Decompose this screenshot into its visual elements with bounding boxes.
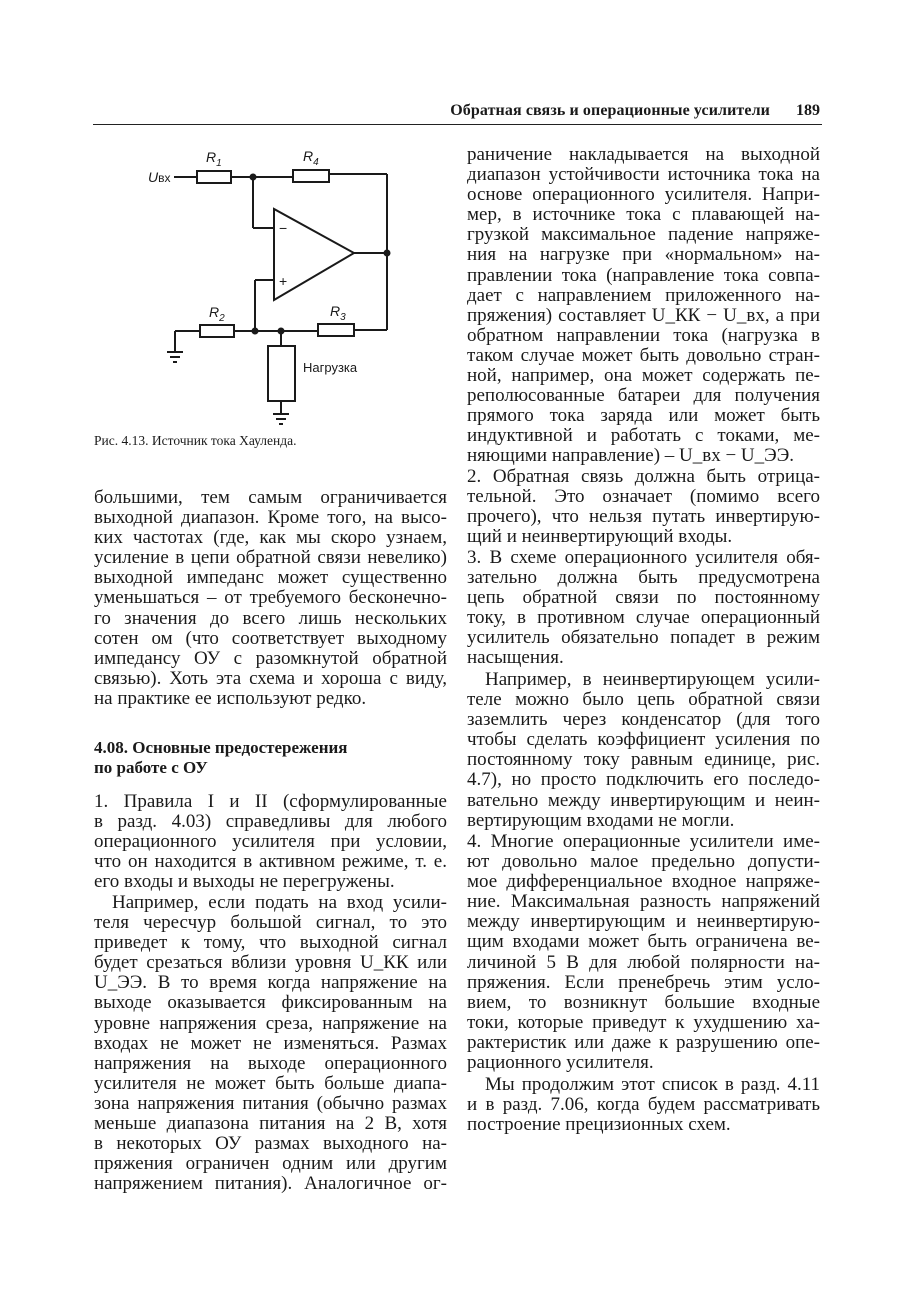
- text-line: вием, то возникнут большие входные: [467, 991, 820, 1013]
- left-paragraph-example: [94, 893, 447, 1194]
- text-line: чтобы сделать коэффициент усиления по: [467, 729, 820, 751]
- running-header: [93, 100, 822, 125]
- text-line: пряжения) составляет U_КК − U_вх, а при: [467, 304, 820, 326]
- text-line: заземлить через конденсатор (для того: [467, 709, 820, 731]
- text-line: вертирующим входами не могли.: [467, 809, 735, 831]
- text-line: 4. Многие операционные усилители име-: [467, 831, 820, 852]
- input-voltage-label: Uвх: [148, 169, 171, 185]
- text-line: в некоторых ОУ размах выходного на-: [94, 1133, 447, 1155]
- text-line: насыщения.: [467, 647, 564, 669]
- running-header-title: Обратная связь и операционные усилители: [450, 102, 770, 119]
- text-line: ние. Максимальная разность напряжений: [467, 891, 820, 913]
- text-line: Мы продолжим этот список в разд. 4.11: [485, 1074, 820, 1095]
- text-line: 3. В схеме операционного усилителя обя-: [467, 547, 820, 568]
- text-line: большими, тем самым ограничивается: [94, 487, 447, 508]
- text-line: обратном направлении тока (нагрузка в: [467, 324, 820, 346]
- text-line: диапазон устойчивости источника тока на: [467, 164, 820, 186]
- r4-label: $R_4$: [303, 148, 319, 168]
- text-line: входах не может не изменяться. Размах: [94, 1032, 447, 1054]
- text-line: связью). Хоть эта схема и хороша с виду,: [94, 667, 447, 689]
- text-line: ния на нагрузке при «нормальном» на-: [467, 244, 820, 266]
- page-number: 189: [796, 102, 820, 119]
- text-line: усилителя не может быть больше диапа-: [94, 1072, 447, 1094]
- text-line: выходной диапазон. Кроме того, на высо-: [94, 507, 447, 529]
- noninverting-sign: +: [279, 273, 288, 289]
- text-line: индуктивной и работать с токами, ме-: [467, 425, 820, 447]
- text-line: его входы и выходы не перегружены.: [94, 871, 395, 893]
- text-line: мер, в источнике тока с плавающей на-: [467, 204, 820, 226]
- right-paragraph-continued: [467, 145, 820, 467]
- text-line: току, в противном случае операционный: [467, 607, 820, 629]
- text-line: реполюсованные батареи для получения: [467, 385, 820, 407]
- r1-label: $R_1$: [206, 149, 222, 169]
- text-line: раничение накладывается на выходной: [467, 144, 820, 165]
- text-line: импедансу ОУ с разомкнутой обратной: [94, 647, 447, 669]
- text-line: напряжением питания). Аналогичное ог-: [94, 1173, 447, 1195]
- list-item-1: [94, 792, 447, 892]
- text-line: приведет к тому, что выходной сигнал: [94, 932, 447, 954]
- text-line: зона напряжения питания (обычно размах: [94, 1092, 447, 1114]
- text-line: щий и неинвертирующий входы.: [467, 526, 733, 548]
- section-heading-line: по работе с ОУ: [94, 758, 208, 777]
- text-line: меньше диапазона питания на 2 В, хотя: [94, 1113, 447, 1135]
- list-item-3: [467, 548, 820, 669]
- text-line: теля чересчур большой сигнал, то это: [94, 912, 447, 934]
- text-line: няющими направление) – U_вх − U_ЭЭ.: [467, 445, 794, 467]
- text-line: мое дифференциальное входное напряже-: [467, 871, 820, 893]
- text-line: теле можно было цепь обратной связи: [467, 689, 820, 711]
- text-line: операционного усилителя при условии,: [94, 831, 447, 853]
- text-line: выходе оказывается фиксированным на: [94, 992, 447, 1014]
- text-line: выходной импеданс может существенно: [94, 567, 447, 589]
- text-line: щим входами может быть ограничена ве-: [467, 931, 820, 953]
- text-line: будет срезаться вблизи уровня U_КК или: [94, 952, 447, 974]
- figure-caption: Рис. 4.13. Источник тока Хауленда.: [94, 433, 297, 448]
- text-line: уменьшаться – от требуемого бесконечно-: [94, 587, 447, 609]
- text-line: в разд. 4.03) справедливы для любого: [94, 811, 447, 833]
- text-line: рактеристик или даже к разрушению опе-: [467, 1031, 820, 1053]
- howland-circuit-figure: [140, 140, 400, 430]
- text-line: правлении тока (направление тока совпа-: [467, 264, 820, 286]
- text-line: прямого тока заряда или может быть: [467, 405, 820, 427]
- text-line: построение прецизионных схем.: [467, 1114, 731, 1136]
- text-line: Например, если подать на вход усили-: [112, 892, 447, 913]
- text-line: дает с направлением приложенного на-: [467, 284, 820, 306]
- text-line: 4.7), но просто подключить его последо-: [467, 769, 820, 791]
- list-item-4: [467, 832, 820, 1073]
- text-line: основе операционного усилителя. Напри-: [467, 184, 820, 206]
- text-line: усилитель обязательно попадет в режим: [467, 627, 820, 649]
- r3-label: $R_3$: [330, 303, 346, 323]
- list-item-2: [467, 467, 820, 547]
- text-line: между инвертирующим и неинвертирую-: [467, 911, 820, 933]
- circuit-diagram-icon: [140, 140, 400, 430]
- text-line: таком случае может быть довольно стран-: [467, 344, 820, 366]
- load-label: Нагрузка: [303, 360, 358, 375]
- text-line: го значения до всего лишь нескольких: [94, 607, 447, 629]
- text-line: вательно между инвертирующим и неин-: [467, 789, 820, 811]
- text-line: зательно должна быть предусмотрена: [467, 567, 820, 589]
- text-line: ких частотах (где, как мы скоро узнаем,: [94, 527, 447, 549]
- text-line: усиление в цепи обратной связи невелико): [94, 547, 447, 569]
- text-line: и в разд. 7.06, когда будем рассматривать: [467, 1094, 820, 1116]
- section-heading: [94, 738, 347, 778]
- inverting-sign: −: [279, 220, 288, 236]
- section-heading-line: 4.08. Основные предостережения: [94, 738, 348, 757]
- text-line: цепь обратной связи по постоянному: [467, 587, 820, 609]
- text-line: ют довольно малое предельно допусти-: [467, 851, 820, 873]
- text-line: что он находится в активном режиме, т. е.: [94, 851, 447, 873]
- text-line: грузкой максимальное падение напряже-: [467, 224, 820, 246]
- text-line: Например, в неинвертирующем усили-: [485, 669, 820, 690]
- text-line: U_ЭЭ. В то время когда напряжение на: [94, 972, 447, 994]
- text-line: пряжения. Если пренебречь этим усло-: [467, 971, 820, 993]
- r2-label: $R_2$: [209, 304, 225, 324]
- text-line: прочего), что нельзя путать инвертирую-: [467, 506, 820, 528]
- text-line: пряжения ограничен одним или другим: [94, 1153, 447, 1175]
- text-line: на практике ее используют редко.: [94, 687, 367, 709]
- text-line: тельной. Это означает (помимо всего: [467, 486, 820, 508]
- text-line: рационного усилителя.: [467, 1052, 654, 1074]
- text-line: напряжения на выходе операционного: [94, 1052, 447, 1074]
- text-line: уровне напряжения среза, напряжение на: [94, 1012, 447, 1034]
- right-paragraph-example: [467, 670, 820, 831]
- closing-paragraph: [467, 1075, 820, 1135]
- left-paragraph-continued: [94, 488, 447, 709]
- text-line: сотен ом (что соответствует выходному: [94, 627, 447, 649]
- text-line: 1. Правила I и II (сформулированные: [94, 791, 447, 812]
- text-line: постоянному току равным единице, рис.: [467, 749, 820, 771]
- text-line: личиной 5 В для любой полярности на-: [467, 951, 820, 973]
- text-line: токи, которые приведут к ухудшению ха-: [467, 1011, 820, 1033]
- text-line: ной, например, она может содержать пе-: [467, 365, 820, 387]
- text-line: 2. Обратная связь должна быть отрица-: [467, 466, 820, 487]
